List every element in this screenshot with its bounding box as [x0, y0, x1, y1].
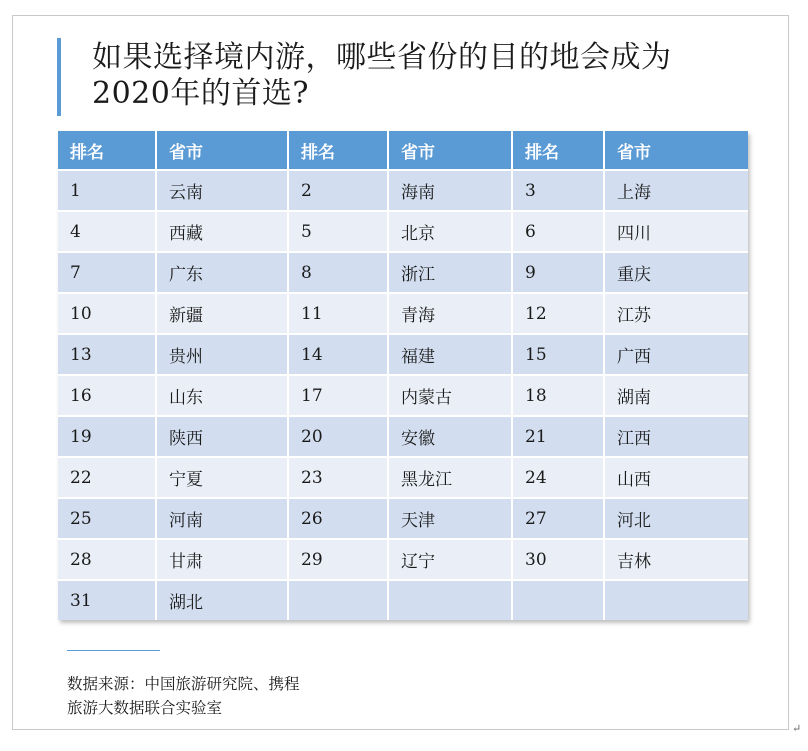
title-accent-bar: [57, 38, 61, 116]
rank-cell: 29: [288, 539, 388, 580]
province-cell: 宁夏: [156, 457, 288, 498]
province-cell: 山西: [604, 457, 748, 498]
province-cell: 湖北: [156, 580, 288, 620]
rank-cell: 4: [58, 211, 156, 252]
rank-cell: 21: [512, 416, 604, 457]
rank-cell: 30: [512, 539, 604, 580]
rank-cell: 17: [288, 375, 388, 416]
province-cell: 贵州: [156, 334, 288, 375]
header-rank: 排名: [288, 131, 388, 170]
province-cell: 陕西: [156, 416, 288, 457]
province-cell: 河北: [604, 498, 748, 539]
province-cell: 山东: [156, 375, 288, 416]
rank-cell: 24: [512, 457, 604, 498]
province-cell: 天津: [388, 498, 512, 539]
header-rank: 排名: [58, 131, 156, 170]
province-cell: 云南: [156, 170, 288, 211]
province-cell: 黑龙江: [388, 457, 512, 498]
province-cell: 安徽: [388, 416, 512, 457]
rank-cell: 11: [288, 293, 388, 334]
rank-cell: 3: [512, 170, 604, 211]
header-province: 省市: [156, 131, 288, 170]
province-cell: 河南: [156, 498, 288, 539]
rank-cell: 23: [288, 457, 388, 498]
rank-cell: 12: [512, 293, 604, 334]
table-row: [58, 252, 748, 293]
table-row: [58, 211, 748, 252]
province-cell: 上海: [604, 170, 748, 211]
rank-cell: 15: [512, 334, 604, 375]
province-cell: 吉林: [604, 539, 748, 580]
rank-cell: 28: [58, 539, 156, 580]
source-line-1: 数据来源：中国旅游研究院、携程: [67, 675, 300, 693]
province-cell: 内蒙古: [388, 375, 512, 416]
rank-cell: 18: [512, 375, 604, 416]
rank-cell: 1: [58, 170, 156, 211]
rank-cell: 5: [288, 211, 388, 252]
table-row: [58, 539, 748, 580]
source-divider: [67, 650, 160, 651]
paragraph-mark: ↵: [792, 722, 802, 735]
province-cell: [388, 580, 512, 620]
rank-cell: [288, 580, 388, 620]
table-row: [58, 293, 748, 334]
province-cell: 江西: [604, 416, 748, 457]
province-cell: 甘肃: [156, 539, 288, 580]
rank-cell: 9: [512, 252, 604, 293]
rank-cell: 25: [58, 498, 156, 539]
province-cell: 广东: [156, 252, 288, 293]
page-title: 如果选择境内游，哪些省份的目的地会成为2020年的首选?: [92, 40, 672, 111]
header-province: 省市: [604, 131, 748, 170]
header-province: 省市: [388, 131, 512, 170]
province-cell: 浙江: [388, 252, 512, 293]
rank-cell: 2: [288, 170, 388, 211]
rank-cell: 10: [58, 293, 156, 334]
table-row: [58, 375, 748, 416]
table-row: [58, 457, 748, 498]
rank-cell: 6: [512, 211, 604, 252]
table-row: [58, 334, 748, 375]
province-cell: 福建: [388, 334, 512, 375]
rank-cell: 20: [288, 416, 388, 457]
table-header-row: [58, 131, 748, 170]
rank-cell: [512, 580, 604, 620]
table-row: [58, 170, 748, 211]
province-cell: 海南: [388, 170, 512, 211]
rank-cell: 26: [288, 498, 388, 539]
rank-cell: 13: [58, 334, 156, 375]
rank-cell: 22: [58, 457, 156, 498]
source-line-2: 旅游大数据联合实验室: [67, 699, 223, 717]
rank-cell: 31: [58, 580, 156, 620]
province-cell: 江苏: [604, 293, 748, 334]
rank-cell: 14: [288, 334, 388, 375]
rank-cell: 27: [512, 498, 604, 539]
rank-cell: 8: [288, 252, 388, 293]
province-cell: 西藏: [156, 211, 288, 252]
province-cell: 湖南: [604, 375, 748, 416]
ranking-table: [58, 131, 748, 620]
rank-cell: 16: [58, 375, 156, 416]
province-cell: 重庆: [604, 252, 748, 293]
source-note: [67, 672, 300, 720]
province-cell: 新疆: [156, 293, 288, 334]
province-cell: 辽宁: [388, 539, 512, 580]
rank-cell: 19: [58, 416, 156, 457]
rank-cell: 7: [58, 252, 156, 293]
table-row: [58, 416, 748, 457]
province-cell: 四川: [604, 211, 748, 252]
province-cell: 广西: [604, 334, 748, 375]
table-row: [58, 580, 748, 620]
province-cell: [604, 580, 748, 620]
header-rank: 排名: [512, 131, 604, 170]
province-cell: 青海: [388, 293, 512, 334]
province-cell: 北京: [388, 211, 512, 252]
table-row: [58, 498, 748, 539]
